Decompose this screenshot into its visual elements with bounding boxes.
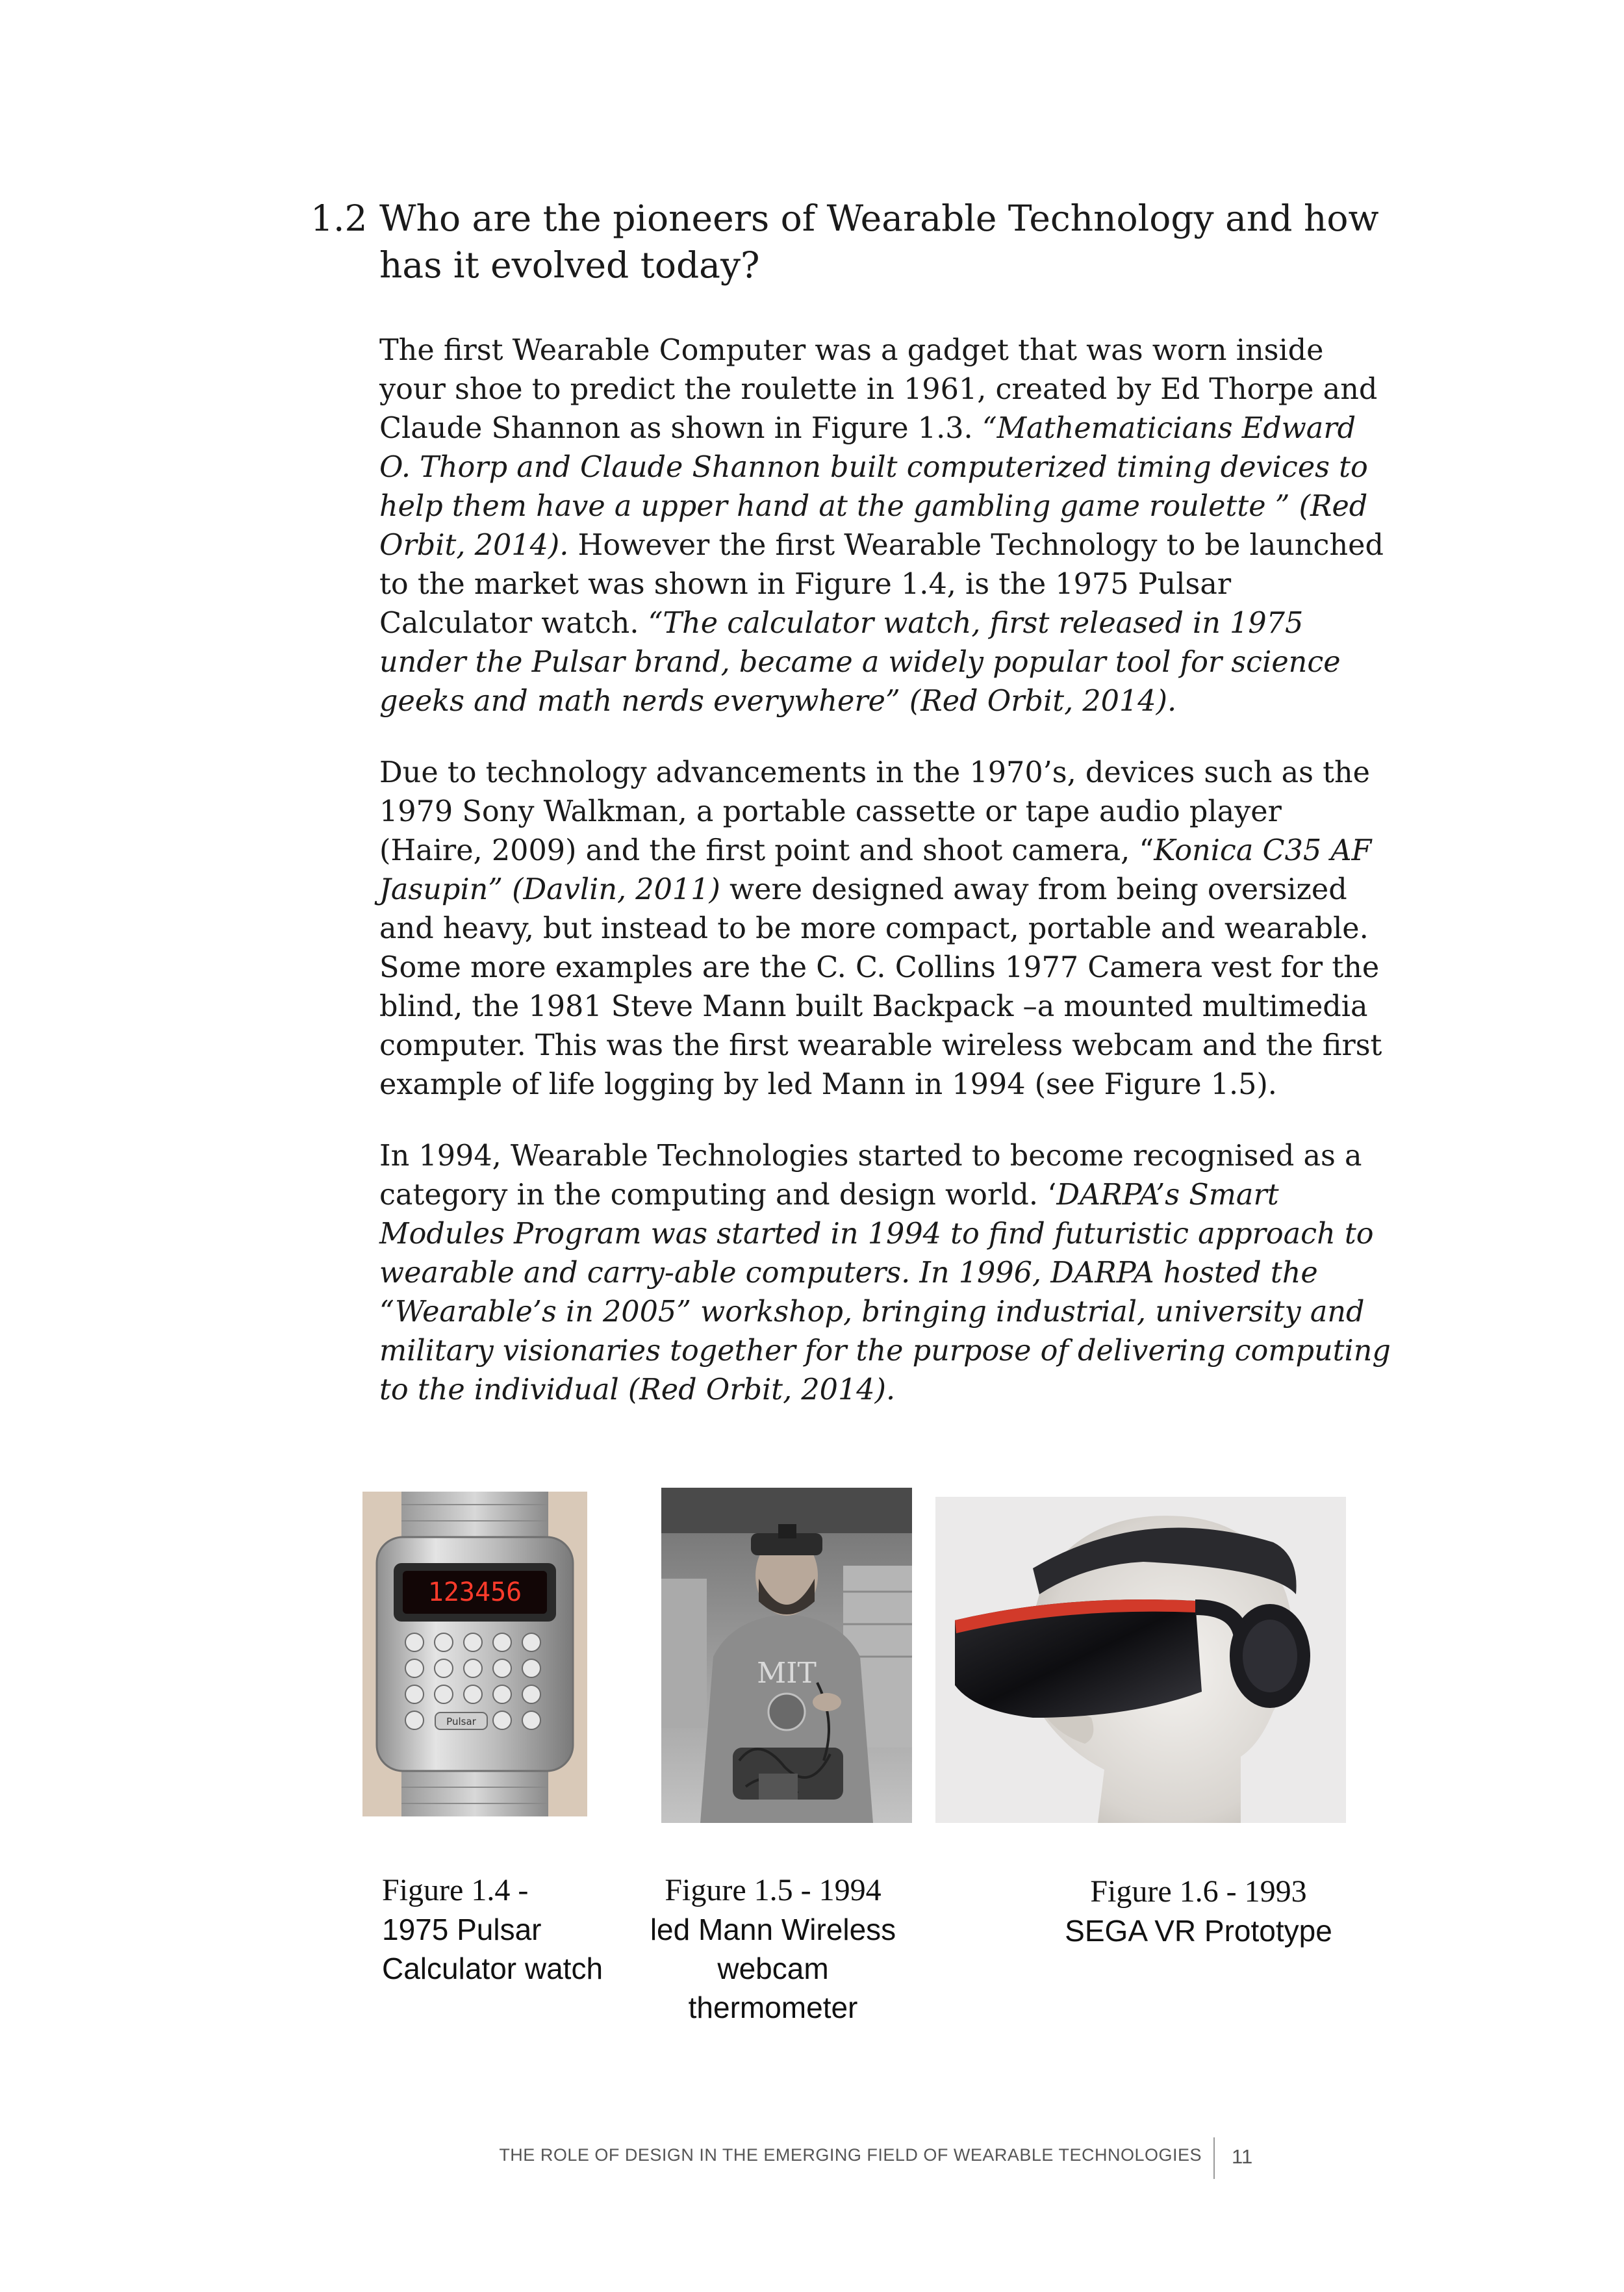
watch-brand-label: Pulsar — [446, 1716, 476, 1727]
mann-photo-illustration — [661, 1488, 912, 1823]
shirt-lettering: MIT — [757, 1657, 817, 1690]
footer-running-title: THE ROLE OF DESIGN IN THE EMERGING FIELD OF WEARABLE TECHNOLOGIES — [499, 2145, 1202, 2165]
figure-sega-vr-image — [935, 1497, 1346, 1823]
caption-1-6-line-2: SEGA VR Prototype — [1065, 1914, 1332, 1948]
watch-illustration — [362, 1492, 587, 1816]
sega-vr-illustration — [935, 1497, 1346, 1823]
section-number: 1.2 — [311, 197, 368, 239]
caption-1-4-line-3: Calculator watch — [382, 1952, 603, 1985]
caption-1-5-line-3: webcam — [717, 1952, 829, 1985]
page-number: 11 — [1232, 2145, 1253, 2168]
caption-figure-1-6 — [1052, 1872, 1345, 1950]
caption-1-4-line-1: Figure 1.4 - — [382, 1873, 529, 1907]
paragraph-first-wearable — [379, 331, 1393, 721]
caption-1-6-line-1: Figure 1.6 - 1993 — [1090, 1874, 1307, 1909]
caption-figure-1-4 — [382, 1871, 642, 1988]
p1-text-c: However the first Wearable Technology to be launched to the market was shown in Figure 1.4, is the 1975 Pulsar Calculator watch. — [379, 529, 1384, 640]
p2-text-c: were designed away from being oversized and heavy, but instead to be more compact, portable and wearable. Some more examples are the C. C. Collins 1977 Camera vest for the blind, the 1981 Steve Mann built Backpack –a mounted multimedia computer. This was the first wearable wireless webcam and the first example of life logging by led Mann in 1994 (see Figure 1.5). — [379, 873, 1382, 1101]
paragraph-1994 — [379, 1137, 1393, 1410]
p1-quote-thorp: “Mathematicians Edward O. Thorp and Claude Shannon built computerized timing devices to help them have a upper hand at the gambling game roulette ” (Red Orbit, 2014). — [379, 412, 1368, 562]
p2-quote-konica: Konica C35 AF Jasupin” (Davlin, 2011) — [379, 834, 1372, 906]
caption-1-4-line-2: 1975 Pulsar — [382, 1913, 542, 1946]
p3-quote-darpa: DARPA’s Smart Modules Program was started in 1994 to find futuristic approach to wearable and carry-able computers. In 1996, DARPA hosted the “Wearable’s in 2005” workshop, bringing industrial, university and military visionaries together for the purpose of delivering computing to the individual (Red Orbit, 2014). — [379, 1178, 1391, 1407]
section-title: Who are the pioneers of Wearable Technology and how has it evolved today? — [379, 197, 1379, 286]
p1-quote-pulsar: “The calculator watch, first released in 1975 under the Pulsar brand, became a widely popular tool for science geeks and math nerds everywhere” (Red Orbit, 2014). — [379, 607, 1341, 718]
p3-text-a: In 1994, Wearable Technologies started to become recognised as a category in the computing and design world. ‘ — [379, 1140, 1362, 1212]
footer-divider — [1213, 2137, 1215, 2179]
figure-pulsar-watch-image — [362, 1492, 587, 1816]
paragraph-1970s — [379, 754, 1393, 1104]
watch-display-digits: 123456 — [427, 1577, 522, 1607]
caption-1-5-line-1: Figure 1.5 - 1994 — [665, 1873, 882, 1907]
caption-1-5-line-2: led Mann Wireless — [650, 1913, 896, 1946]
figure-mann-webcam-image — [661, 1488, 912, 1823]
caption-1-5-line-4: thermometer — [688, 1991, 858, 2024]
caption-figure-1-5 — [630, 1871, 916, 2027]
p2-text-a: Due to technology advancements in the 1970’s, devices such as the 1979 Sony Walkman, a portable cassette or tape audio player (Haire, 2009) and the first point and shoot camera, “ — [379, 756, 1370, 867]
p1-text-a: The first Wearable Computer was a gadget that was worn inside your shoe to predict the roulette in 1961, created by Ed Thorpe and Claude Shannon as shown in Figure 1.3. — [379, 334, 1378, 445]
